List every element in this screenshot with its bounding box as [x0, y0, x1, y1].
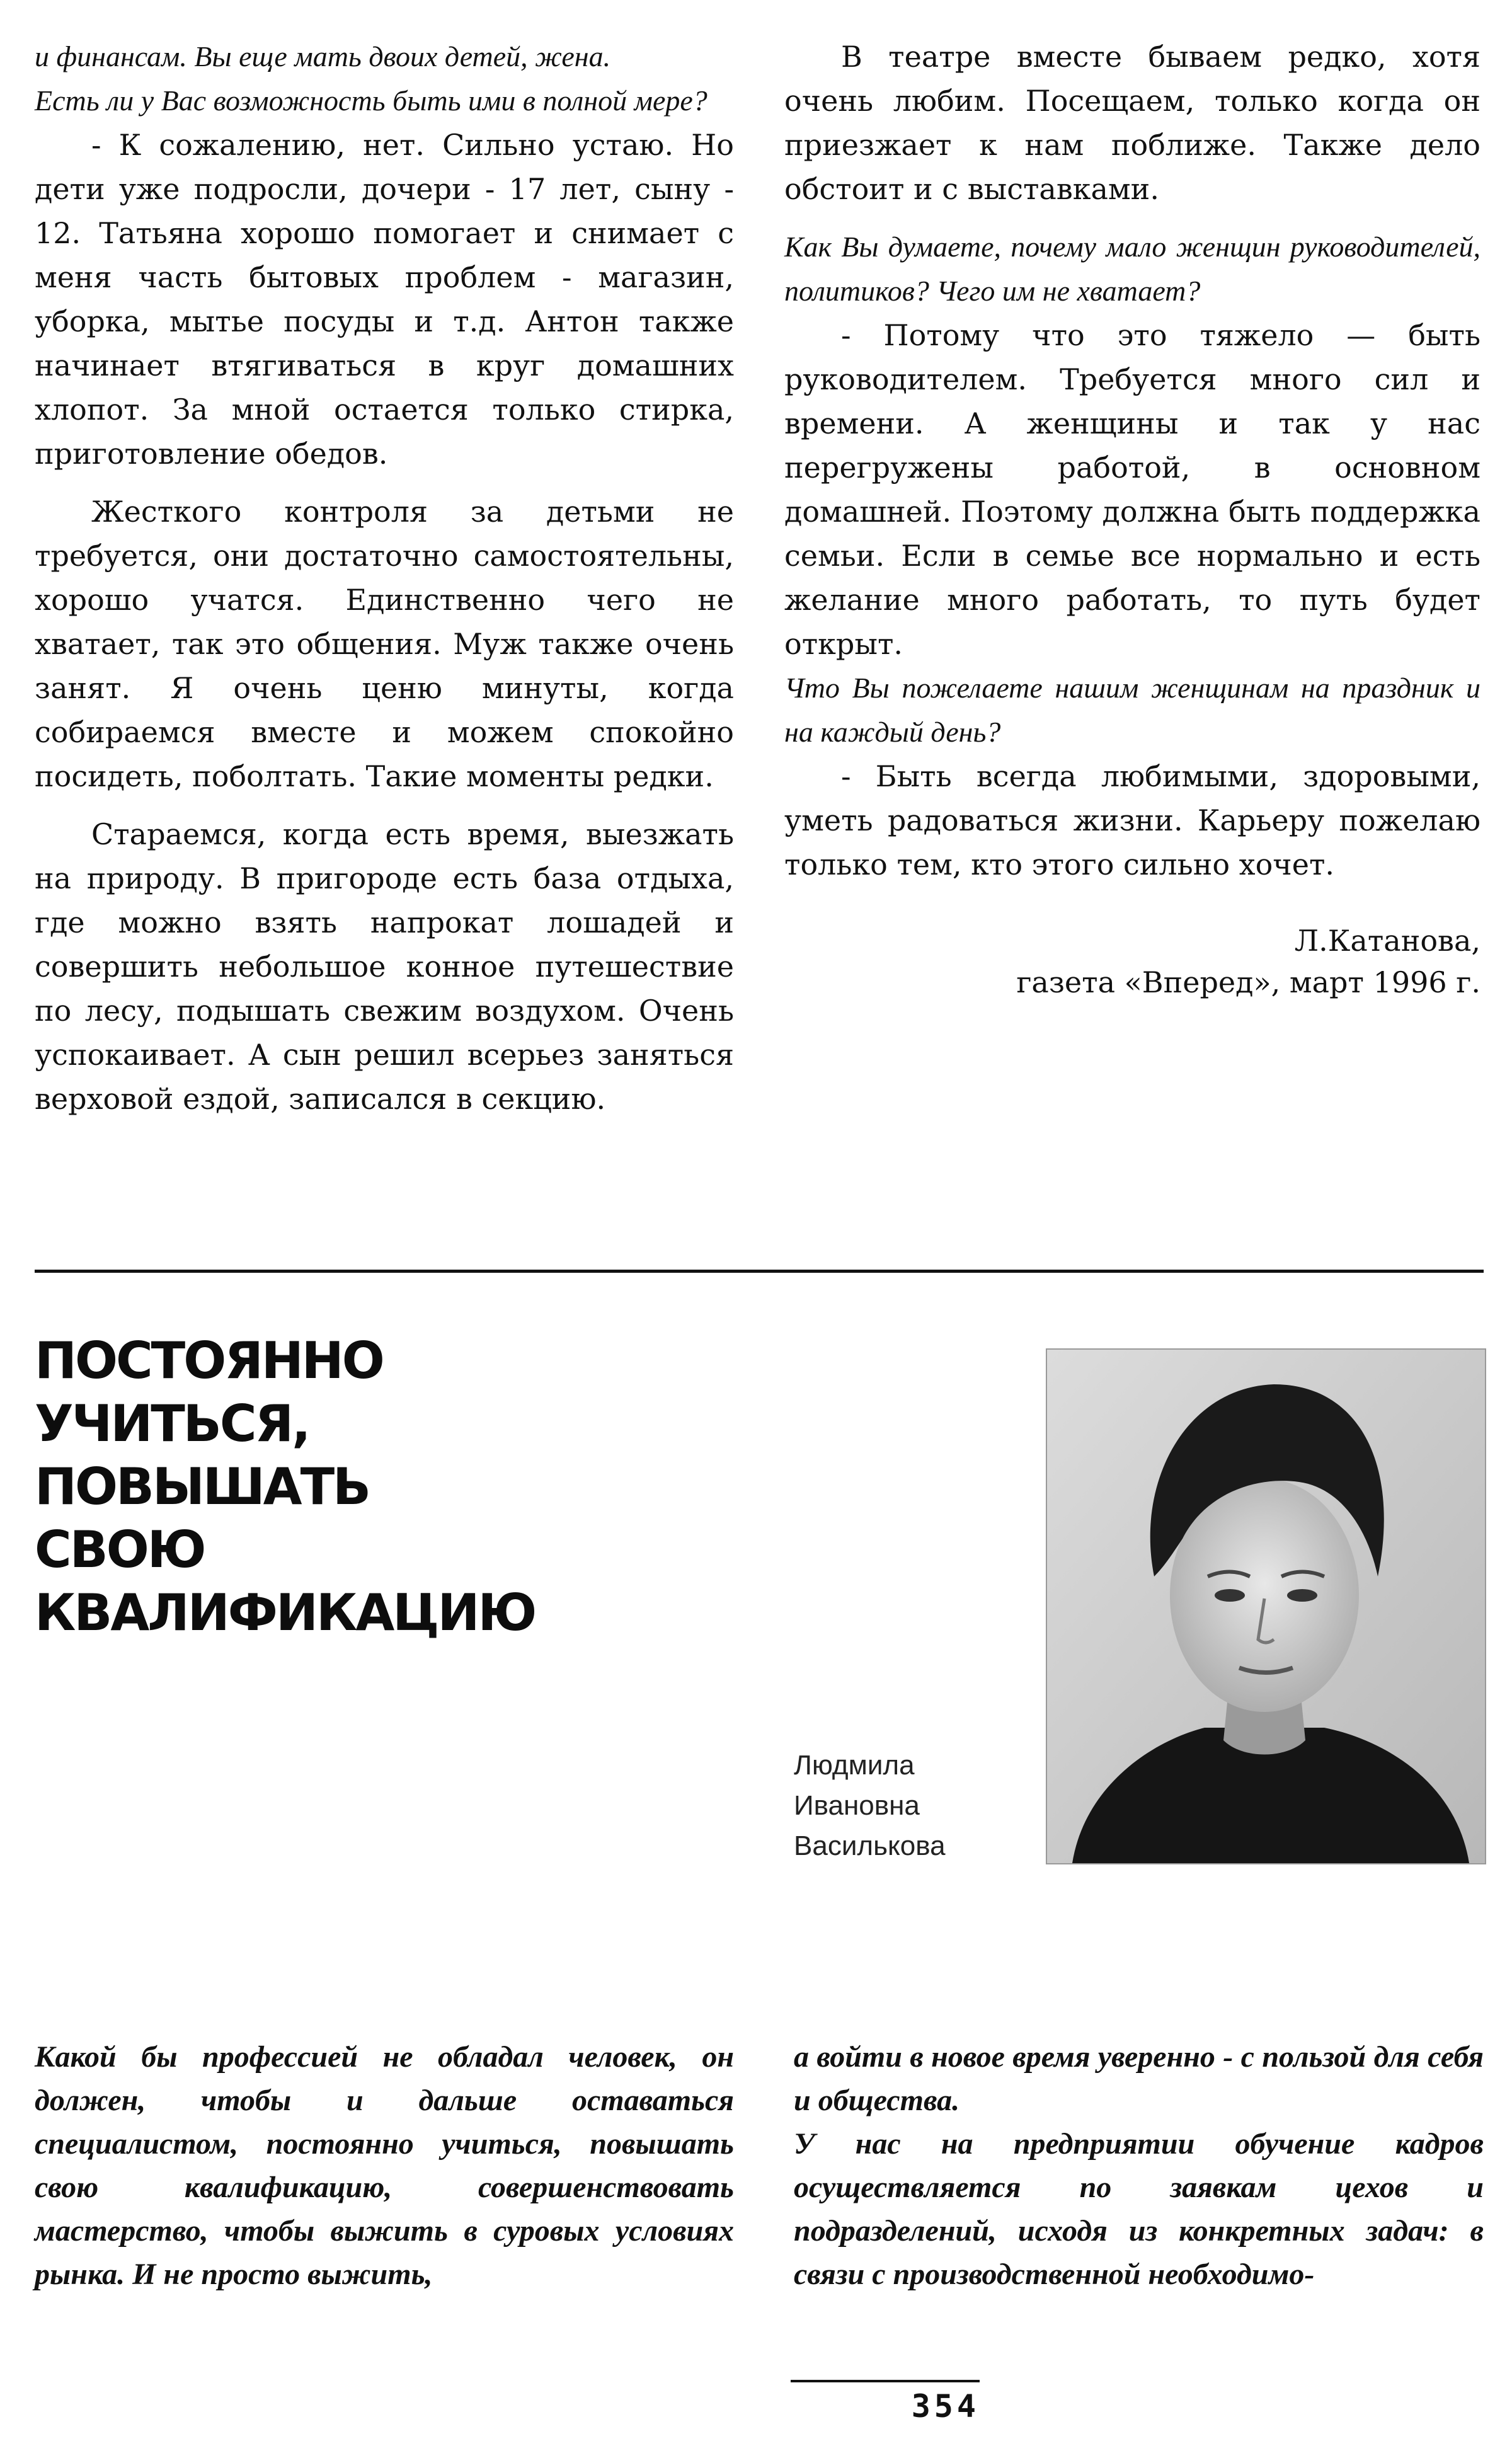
- page-number: 354: [911, 2388, 980, 2425]
- portrait-photo: [1046, 1348, 1486, 1864]
- headline-line-2: УЧИТЬСЯ,: [35, 1394, 309, 1453]
- question-3: Что Вы пожелаете нашим женщинам на праздник и на каждый день?: [784, 672, 1480, 748]
- signature-author: Л.Катанова,: [1294, 924, 1480, 958]
- bottom-left-column: [35, 2035, 734, 2296]
- caption-patronymic: Ивановна: [794, 1790, 920, 1821]
- bottom-right-column: [794, 2035, 1484, 2296]
- headline-line-5: КВАЛИФИКАЦИЮ: [35, 1583, 536, 1642]
- headline-line-1: ПОСТОЯННО: [35, 1331, 383, 1390]
- training-paragraph: У нас на предприятии обучение кадров осуществляется по заявкам цехов и подразделений, исходя из конкретных задач: в связи с производственной необходимо-: [794, 2127, 1484, 2291]
- headline-line-3: ПОВЫШАТЬ: [35, 1457, 370, 1516]
- question-1-line-2: Есть ли у Вас возможность быть ими в полной мере?: [35, 84, 707, 117]
- headline-line-4: СВОЮ: [35, 1520, 205, 1579]
- page-number-rule: [791, 2380, 980, 2382]
- question-2: Как Вы думаете, почему мало женщин руководителей, политиков? Чего им не хватает?: [784, 231, 1480, 307]
- top-left-column: [35, 35, 734, 1121]
- paragraph-children: Жесткого контроля за детьми не требуется, они достаточно самостоятельны, хорошо учатся. Единственно чего не хватает, так это общения. Муж также очень занят. Я очень ценю минуты, когда собираемся вместе и можем спокойно посидеть, поболтать. Такие моменты редки.: [35, 495, 734, 793]
- article-headline: [35, 1329, 539, 1645]
- section-divider: [35, 1270, 1484, 1273]
- answer-3: - Быть всегда любимыми, здоровыми, уметь радоваться жизни. Карьеру пожелаю только тем, кто этого сильно хочет.: [784, 759, 1480, 881]
- question-1-line-1: и финансам. Вы еще мать двоих детей, жена.: [35, 40, 611, 72]
- portrait-icon: [1047, 1350, 1485, 1863]
- signature-source: газета «Вперед», март 1996 г.: [1016, 965, 1480, 999]
- answer-2: - Потому что это тяжело — быть руководителем. Требуется много сил и времени. А женщины и так у нас перегружены работой, в основном домашней. Поэтому должна быть поддержка семьи. Если в семье все нормально и есть желание много работать, то путь будет открыт.: [784, 318, 1480, 661]
- paragraph-nature: Стараемся, когда есть время, выезжать на природу. В пригороде есть база отдыха, где можно взять напрокат лошадей и совершить небольшое конное путешествие по лесу, подышать свежим воздухом. Очень успокаивает. А сын решил всерьез заняться верховой ездой, записался в секцию.: [35, 817, 734, 1116]
- article-signature: [1016, 920, 1480, 1003]
- photo-caption: [794, 1745, 1033, 1866]
- caption-first-name: Людмила: [794, 1750, 915, 1781]
- lead-paragraph: Какой бы профессией не обладал человек, он должен, чтобы и дальше оставаться специалистом, постоянно учиться, повышать свою квалификацию, совершенствовать мастерство, чтобы выжить в суровых условиях рынка. И не просто выжить,: [35, 2040, 734, 2291]
- lead-paragraph-continued: а войти в новое время уверенно - с пользой для себя и общества.: [794, 2040, 1484, 2117]
- paragraph-theatre: В театре вместе бываем редко, хотя очень любим. Посещаем, только когда он приезжает к нам поближе. Также дело обстоит и с выставками.: [784, 40, 1480, 206]
- answer-1: - К сожалению, нет. Сильно устаю. Но дети уже подросли, дочери - 17 лет, сыну - 12. Татьяна хорошо помогает и снимает с меня часть бытовых проблем - магазин, уборка, мытье посуды и т.д. Антон также начинает втягиваться в круг домашних хлопот. За мной остается только стирка, приготовление обедов.: [35, 128, 734, 471]
- top-right-column: [784, 35, 1480, 887]
- caption-last-name: Василькова: [794, 1830, 946, 1861]
